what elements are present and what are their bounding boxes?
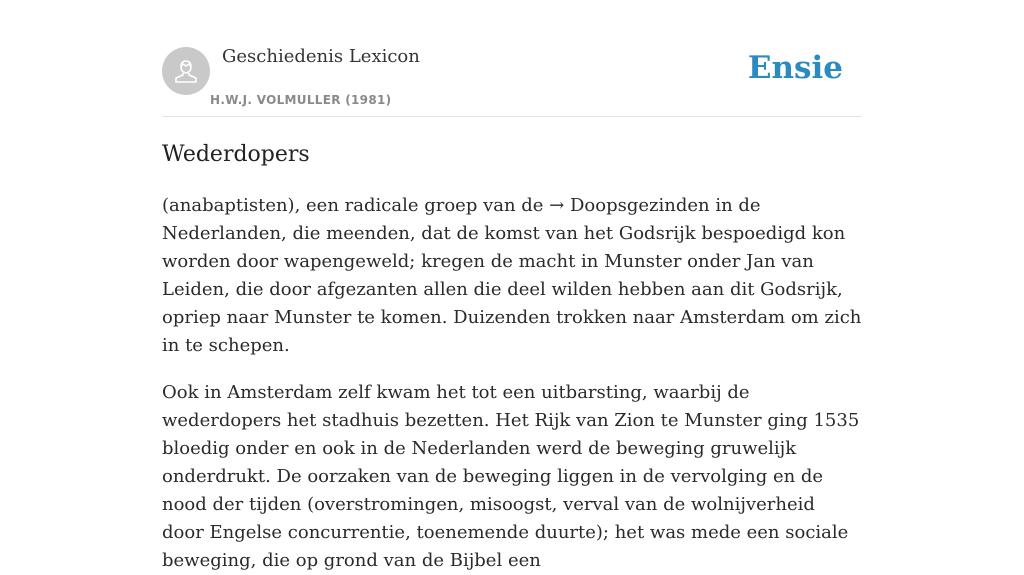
source-author[interactable]: H.W.J. VOLMULLER (1981) <box>210 93 392 107</box>
avatar <box>162 47 210 95</box>
brand-logo[interactable]: Ensie <box>747 50 843 86</box>
source-title[interactable]: Geschiedenis Lexicon <box>222 46 420 67</box>
source-header <box>162 46 862 117</box>
article-paragraph: (anabaptisten), een radicale groep van de → Doopsgezinden in de Nederlanden, die meenden, dat de komst van het Godsrijk bespoedigd kon worden door wapengeweld; kregen de macht in Munster onder Jan van Leiden, die door afgezanten allen die deel wilden hebben aan dit Godsrijk, opriep naar Munster te komen. Duizenden trokken naar Amsterdam om zich in te schepen. <box>162 195 862 356</box>
article <box>162 140 862 575</box>
article-title: Wederdopers <box>162 142 310 167</box>
user-avatar-icon <box>171 56 201 86</box>
article-paragraph: Ook in Amsterdam zelf kwam het tot een uitbarsting, waarbij de wederdopers het stadhuis bezetten. Het Rijk van Zion te Munster ging 1535 bloedig onder en ook in de Nederlanden werd de beweging gruwelijk onderdrukt. De oorzaken van de beweging liggen in de vervolging en de nood der tijden (overstromingen, misoogst, verval van de wolnijverheid door Engelse concurrentie, toenemende duurte); het was mede een sociale beweging, die op grond van de Bijbel een <box>162 382 860 571</box>
